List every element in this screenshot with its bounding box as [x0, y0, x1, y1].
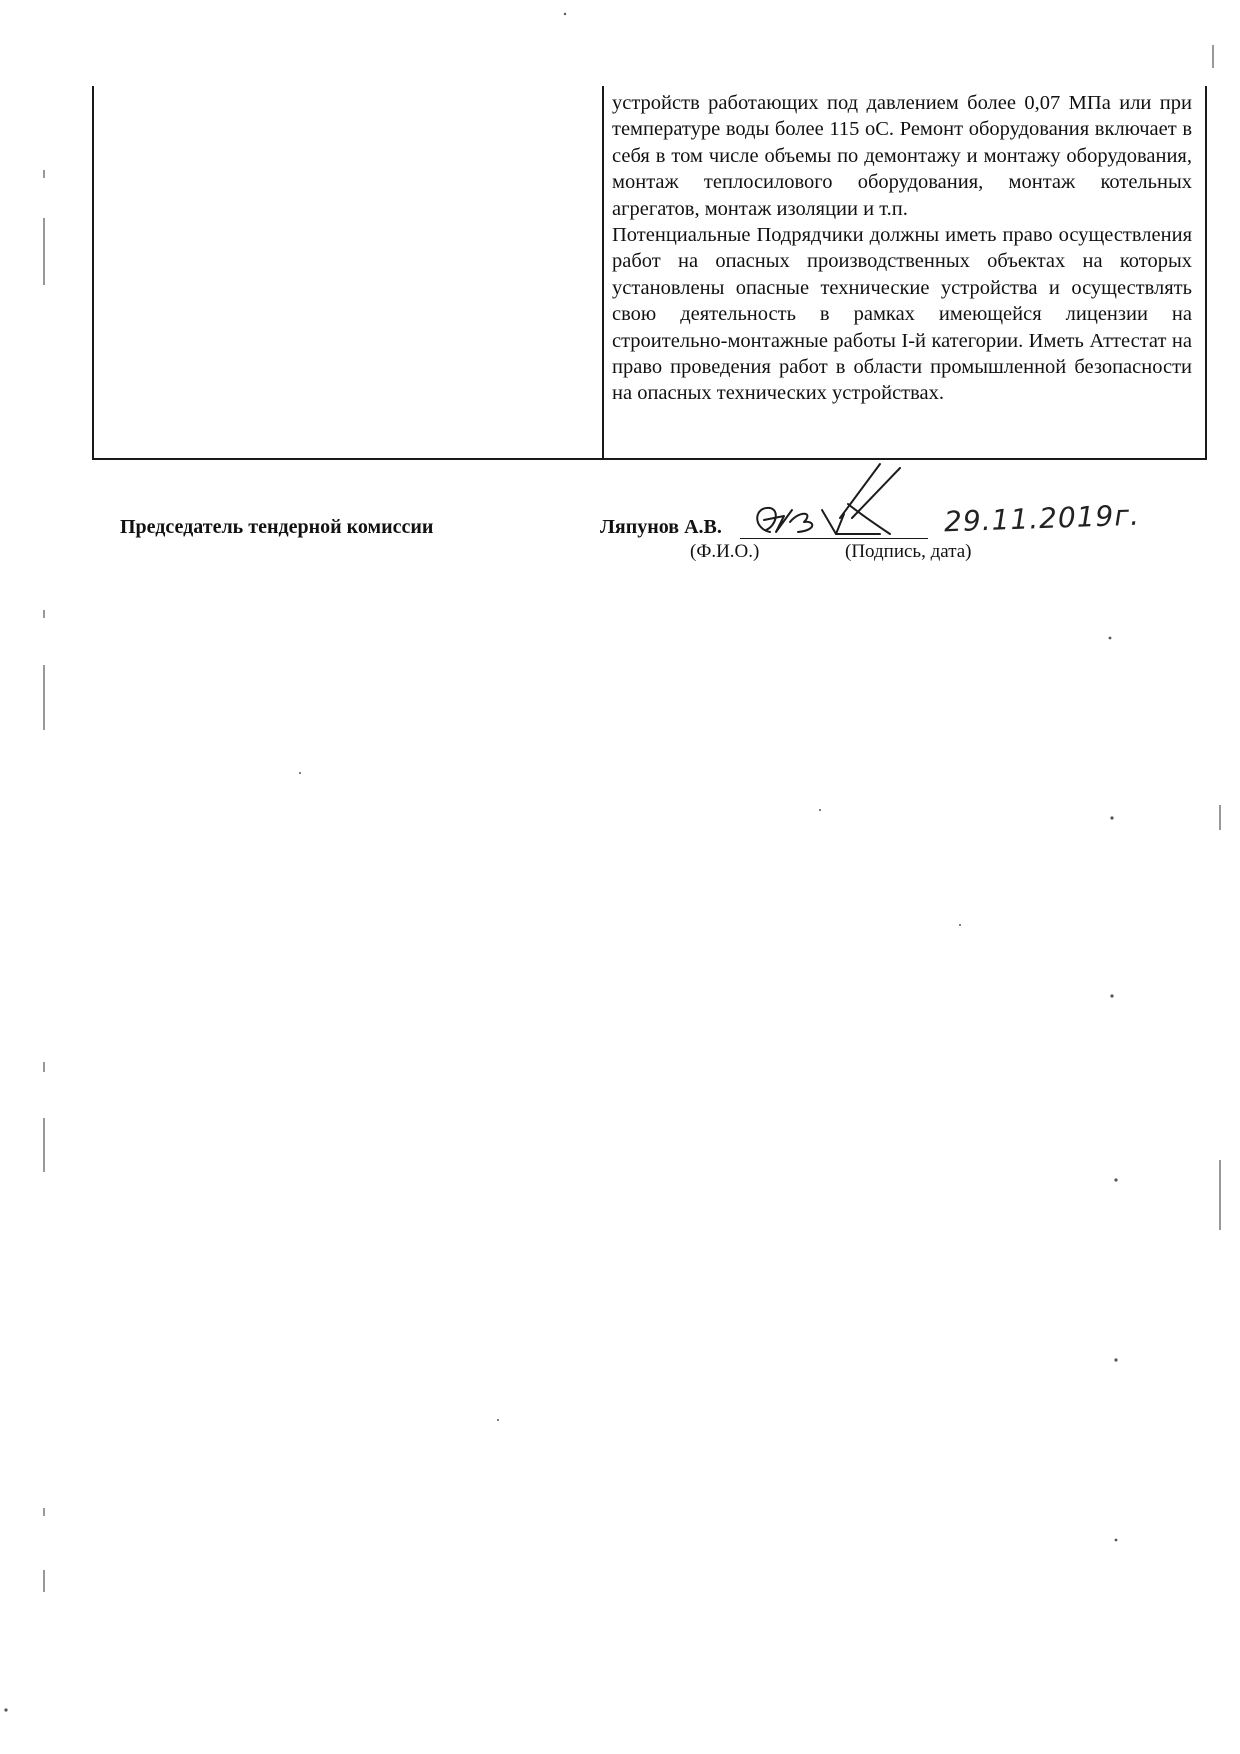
signature-date: 29.11.2019г. [943, 498, 1141, 539]
requirements-table [92, 86, 1207, 460]
handwritten-signature [740, 460, 950, 542]
table-column-divider [602, 86, 604, 458]
table-right-cell [612, 90, 1192, 407]
chair-name: Ляпунов А.В. [600, 516, 722, 538]
requirements-paragraph-1: устройств работающих под давлением более 0,07 МПа или при температуре воды более 115 оС. Ремонт оборудования включает в себя в том числе объемы по демонтажу и монтажу оборудования, монтаж теплосилового оборудования, монтаж котельных агрегатов, монтаж изоляции и т.п. [612, 92, 1192, 220]
table-left-cell [94, 86, 602, 458]
chair-role-label: Председатель тендерной комиссии [120, 516, 434, 538]
signature-block [0, 500, 1240, 580]
label-signature-date: (Подпись, дата) [845, 541, 972, 562]
label-fio: (Ф.И.О.) [690, 541, 760, 562]
requirements-paragraph-2: Потенциальные Подрядчики должны иметь право осуществления работ на опасных производственных объектах на которых установлены опасные технические устройства и осуществлять свою деятельность в рамках имеющейся лицензии на строительно-монтажные работы I-й категории. Иметь Аттестат на право проведения работ в области промышленной безопасности на опасных технических устройствах. [612, 224, 1192, 405]
